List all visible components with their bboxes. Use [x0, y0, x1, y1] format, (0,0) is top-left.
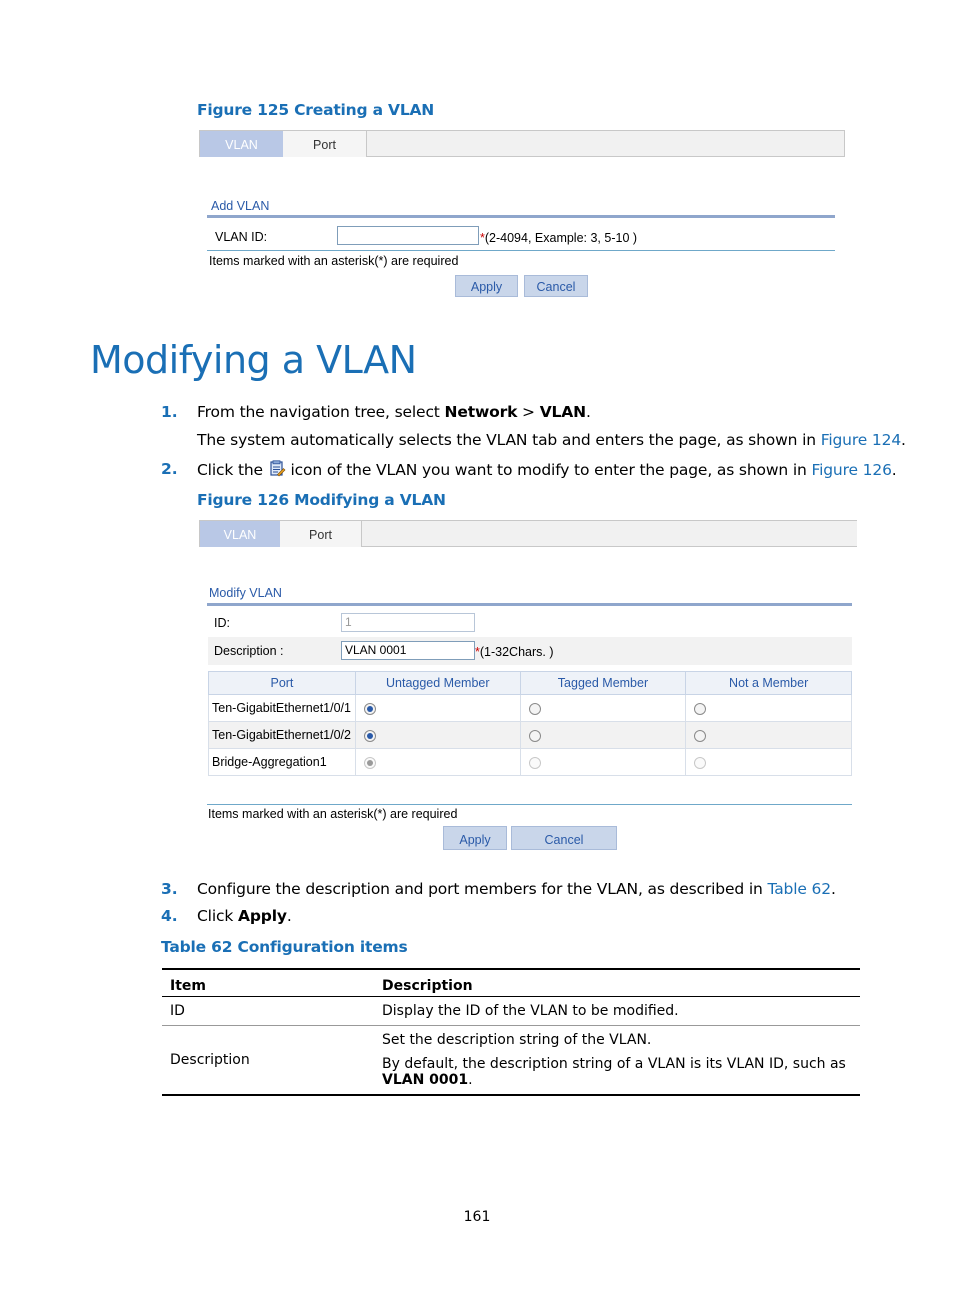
not-member-radio[interactable]: [694, 703, 706, 715]
vlan-id-hint: [480, 231, 637, 245]
menu-network: Network: [444, 403, 518, 421]
description-text: .: [468, 1072, 473, 1088]
add-vlan-title: Add VLAN: [211, 199, 270, 213]
table-row: [209, 749, 852, 776]
figure-126-caption: Figure 126 Modifying a VLAN: [197, 491, 446, 509]
step-text: The system automatically selects the VLAN tab and enters the page, as shown in: [197, 431, 821, 449]
table-row: [162, 1026, 860, 1096]
step-number: 4.: [161, 907, 178, 925]
vlan-id-label: VLAN ID:: [215, 230, 268, 244]
step-text: From the navigation tree, select: [197, 403, 445, 421]
step-text: .: [901, 431, 906, 449]
not-member-radio[interactable]: [694, 730, 706, 742]
description-text: By default, the description string of a VLAN is its VLAN ID, such as: [382, 1056, 846, 1072]
table-row: [162, 997, 860, 1026]
required-asterisk: *: [480, 231, 485, 245]
description-cell: [374, 1026, 860, 1096]
port-name: Bridge-Aggregation1: [209, 749, 356, 776]
description-label: Description :: [214, 644, 284, 658]
apply-button[interactable]: Apply: [455, 275, 518, 297]
item-cell: ID: [162, 997, 374, 1026]
step-1-subtext: [197, 431, 906, 449]
tagged-radio[interactable]: [529, 730, 541, 742]
port-member-table: [208, 671, 852, 776]
default-vlan-name: VLAN 0001: [382, 1072, 469, 1088]
step-text: .: [831, 880, 836, 898]
table-row: [209, 722, 852, 749]
description-line: [382, 1056, 852, 1088]
step-number: 2.: [161, 460, 178, 478]
not-member-radio: [694, 757, 706, 769]
tagged-radio[interactable]: [529, 703, 541, 715]
vlan-id-hint-text: (2-4094, Example: 3, 5-10 ): [484, 231, 638, 245]
menu-vlan: VLAN: [539, 403, 586, 421]
configuration-table: [162, 968, 860, 1096]
port-name: Ten-GigabitEthernet1/0/1: [209, 695, 356, 722]
section-rule-bottom: [207, 804, 852, 805]
untagged-radio[interactable]: [364, 730, 376, 742]
tab-vlan[interactable]: VLAN: [200, 131, 283, 157]
figure-125-caption: Figure 125 Creating a VLAN: [197, 101, 435, 119]
table-62-caption: Table 62 Configuration items: [161, 938, 408, 956]
apply-keyword: Apply: [237, 907, 287, 925]
description-cell: Display the ID of the VLAN to be modified.: [374, 997, 860, 1026]
vlan-id-input[interactable]: [337, 226, 479, 245]
page-number: 161: [463, 1209, 491, 1225]
step-text: Click the: [197, 461, 268, 479]
description-input[interactable]: VLAN 0001: [341, 641, 475, 660]
step-text: .: [585, 403, 591, 421]
step-1-text: [197, 403, 591, 421]
step-3-text: [197, 880, 836, 898]
modify-vlan-title: Modify VLAN: [209, 586, 282, 600]
figure-126-link[interactable]: Figure 126: [811, 461, 892, 479]
step-text: Configure the description and port members for the VLAN, as described in: [197, 880, 768, 898]
step-4-text: [197, 907, 292, 925]
column-header-port: Port: [209, 672, 356, 695]
untagged-radio[interactable]: [364, 703, 376, 715]
description-hint: [475, 645, 554, 659]
column-header-item: Item: [162, 969, 374, 997]
step-text: >: [517, 403, 540, 421]
untagged-radio: [364, 757, 376, 769]
column-header-tagged: Tagged Member: [520, 672, 686, 695]
tab-bar: [199, 520, 857, 547]
column-header-not-member: Not a Member: [686, 672, 852, 695]
figure-124-link[interactable]: Figure 124: [820, 431, 902, 449]
id-label: ID:: [214, 616, 230, 630]
step-text: .: [891, 461, 897, 479]
section-heading: Modifying a VLAN: [90, 338, 417, 382]
section-rule-bottom: [207, 250, 835, 251]
step-text: .: [286, 907, 292, 925]
required-note: Items marked with an asterisk(*) are required: [208, 807, 458, 821]
column-header-description: Description: [374, 969, 860, 997]
cancel-button[interactable]: Cancel: [511, 826, 617, 850]
required-note: Items marked with an asterisk(*) are required: [209, 254, 459, 268]
tab-port[interactable]: Port: [280, 521, 362, 547]
step-text: Click: [197, 907, 238, 925]
port-name: Ten-GigabitEthernet1/0/2: [209, 722, 356, 749]
id-input: 1: [341, 613, 475, 632]
table-row: [209, 695, 852, 722]
apply-button[interactable]: Apply: [443, 826, 507, 850]
section-rule: [207, 603, 852, 606]
tab-vlan[interactable]: VLAN: [200, 521, 280, 547]
tab-port[interactable]: Port: [283, 131, 367, 157]
description-hint-text: (1-32Chars. ): [479, 645, 554, 659]
tagged-radio: [529, 757, 541, 769]
description-line: Set the description string of the VLAN.: [382, 1032, 652, 1048]
required-asterisk: *: [475, 645, 480, 659]
cancel-button[interactable]: Cancel: [524, 275, 588, 297]
step-text: icon of the VLAN you want to modify to enter the page, as shown in: [285, 461, 812, 479]
step-2-text: [197, 460, 897, 479]
item-cell: Description: [162, 1026, 374, 1096]
tab-bar: [199, 130, 845, 157]
modify-icon: [268, 460, 286, 478]
table-62-link[interactable]: Table 62: [767, 880, 831, 898]
step-number: 3.: [161, 880, 178, 898]
step-number: 1.: [161, 403, 178, 421]
section-rule: [207, 215, 835, 218]
column-header-untagged: Untagged Member: [355, 672, 520, 695]
